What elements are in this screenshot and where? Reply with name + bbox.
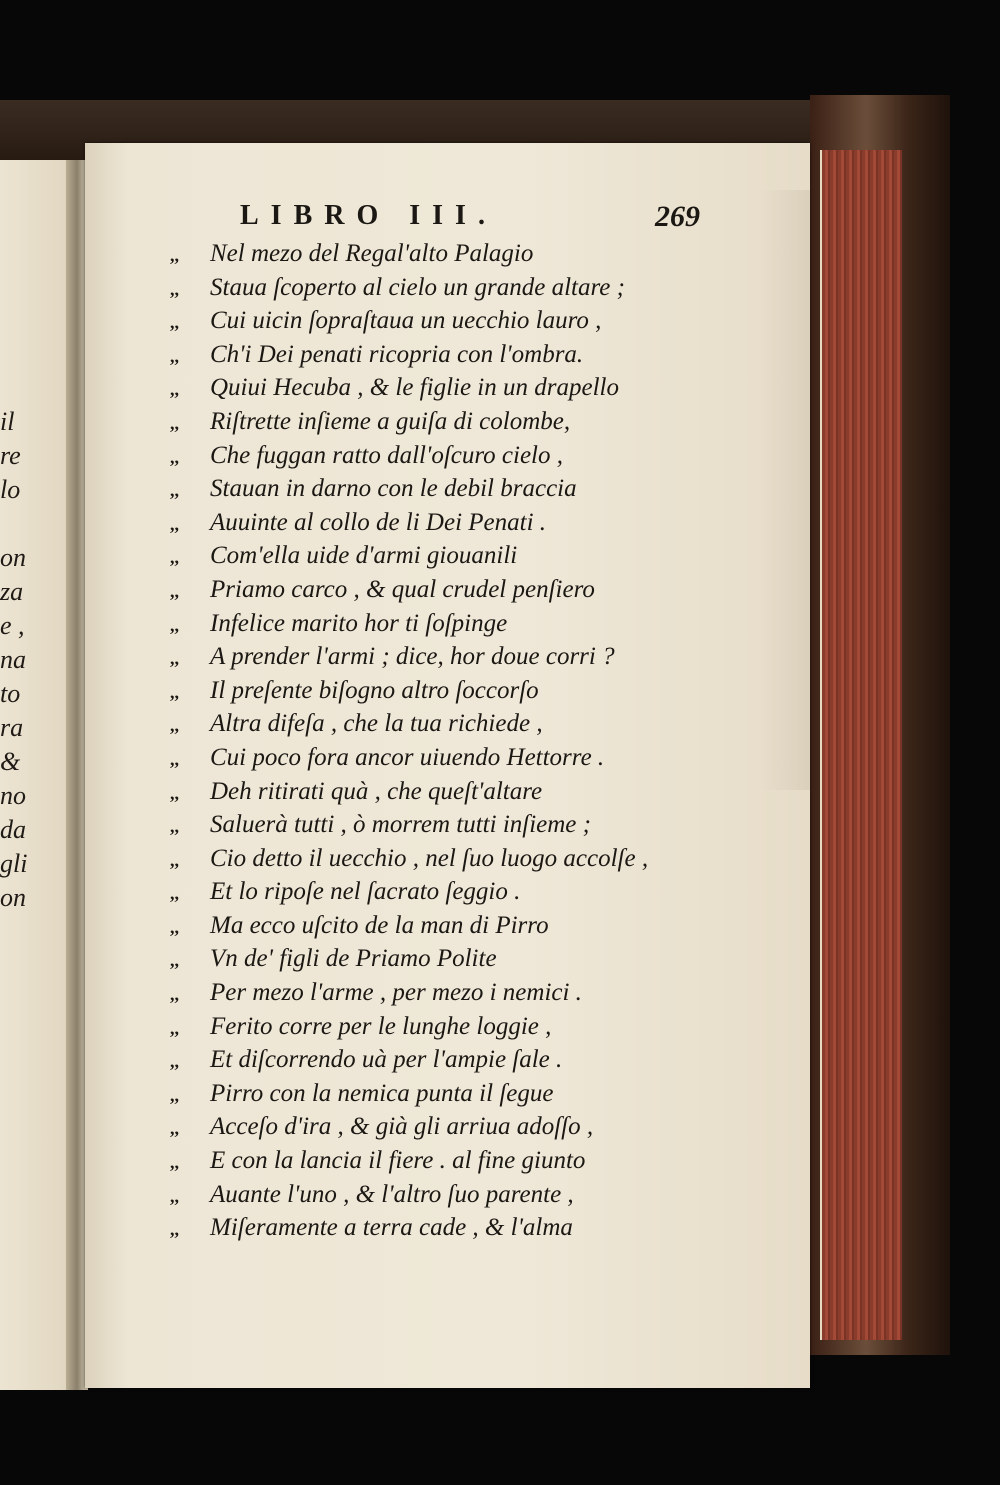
verse-line-text: Quiui Hecuba , & le figlie in un drapello bbox=[210, 374, 619, 402]
left-page-fragment: lo bbox=[0, 475, 21, 504]
verse-line-text: Et lo ripoſe nel ſacrato ſeggio . bbox=[210, 878, 521, 906]
left-page-fragment: re bbox=[0, 441, 21, 470]
verse-line-text: Auuinte al collo de li Dei Penati . bbox=[210, 508, 547, 536]
show-through-shadow bbox=[760, 190, 810, 790]
left-page-fragment: il bbox=[0, 407, 15, 436]
verse-line bbox=[170, 1144, 670, 1178]
verse-line-text: Riſtrette inſieme a guiſa di colombe, bbox=[210, 407, 571, 435]
verse-line-text: Pirro con la nemica punta il ſegue bbox=[210, 1079, 554, 1107]
verse-line-text: Cui poco fora ancor uiuendo Hettorre . bbox=[210, 743, 605, 771]
verse-line-text: Vn de' figli de Priamo Polite bbox=[210, 945, 497, 973]
verse-line bbox=[170, 472, 670, 506]
verse-line-text: Che fuggan ratto dall'oſcuro cielo , bbox=[210, 441, 564, 469]
page-number: 269 bbox=[655, 200, 700, 233]
verse-line bbox=[170, 640, 670, 674]
verse-line-text: Cio detto il uecchio , nel ſuo luogo accolſe , bbox=[210, 844, 649, 872]
quotation-mark: ,, bbox=[170, 816, 179, 837]
verse-line bbox=[170, 775, 670, 809]
left-page-fragment: za bbox=[0, 577, 24, 606]
verse-line-text: Ferito corre per le lunghe loggie , bbox=[210, 1012, 552, 1040]
red-page-edges bbox=[820, 150, 902, 1340]
verse-line-text: Nel mezo del Regal'alto Palagio bbox=[210, 240, 534, 267]
verse-line bbox=[170, 607, 670, 641]
quotation-mark: ,, bbox=[170, 245, 179, 265]
quotation-mark: ,, bbox=[170, 782, 179, 803]
quotation-mark: ,, bbox=[170, 379, 179, 400]
verse-line bbox=[170, 707, 670, 741]
left-page-fragment: da bbox=[0, 815, 26, 844]
quotation-mark: ,, bbox=[170, 748, 179, 769]
left-page-fragment bbox=[0, 507, 40, 541]
verse-line-text: Saluerà tutti , ò morrem tutti inſieme ; bbox=[210, 811, 591, 839]
quotation-mark: ,, bbox=[170, 883, 179, 904]
quotation-mark: ,, bbox=[170, 446, 179, 467]
verse-line-text: Et diſcorrendo uà per l'ampie ſale . bbox=[210, 1046, 563, 1074]
verse-line-text: Il preſente biſogno altro ſoccorſo bbox=[210, 676, 539, 704]
quotation-mark: ,, bbox=[170, 950, 179, 971]
verse-line bbox=[170, 808, 670, 842]
verse-line bbox=[170, 237, 670, 271]
left-page-fragment: e , bbox=[0, 611, 25, 640]
verse-line-text: Miſeramente a terra cade , & l'alma bbox=[210, 1214, 573, 1242]
verse-line-text: Priamo carco , & qual crudel penſiero bbox=[210, 575, 595, 603]
quotation-mark: ,, bbox=[170, 916, 179, 937]
verse-line-text: Com'ella uide d'armi giouanili bbox=[210, 542, 518, 570]
verse-line bbox=[170, 1178, 670, 1212]
verse-line bbox=[170, 842, 670, 876]
verse-line-text: Ma ecco uſcito de la man di Pirro bbox=[210, 911, 549, 939]
quotation-mark: ,, bbox=[170, 648, 179, 669]
verse-line-text: Cui uicin ſopraſtaua un uecchio lauro , bbox=[210, 307, 602, 335]
quotation-mark: ,, bbox=[170, 513, 179, 534]
quotation-mark: ,, bbox=[170, 681, 179, 702]
verse-line-text: Acceſo d'ira , & già gli arriua adoſſo , bbox=[210, 1113, 594, 1141]
verse-line-text: E con la lancia il fiere . al fine giunto bbox=[210, 1147, 586, 1175]
quotation-mark: ,, bbox=[170, 1185, 179, 1206]
left-page-fragment: on bbox=[0, 543, 26, 572]
quotation-mark: ,, bbox=[170, 547, 179, 568]
verse-line bbox=[170, 1043, 670, 1077]
quotation-mark: ,, bbox=[170, 984, 179, 1005]
verse-line-text: Altra difeſa , che la tua richiede , bbox=[210, 710, 543, 738]
verse-line-text: Staua ſcoperto al cielo un grande altare ; bbox=[210, 273, 625, 301]
verse-line bbox=[170, 371, 670, 405]
left-page-text bbox=[0, 405, 40, 915]
left-page-fragment: no bbox=[0, 781, 26, 810]
verse-line-text: A prender l'armi ; dice, hor doue corri ? bbox=[210, 643, 615, 671]
verse-line-text: Per mezo l'arme , per mezo i nemici . bbox=[210, 979, 582, 1007]
verse-line bbox=[170, 304, 670, 338]
quotation-mark: ,, bbox=[170, 412, 179, 433]
left-page-fragment: on bbox=[0, 883, 26, 912]
left-page-fragment: na bbox=[0, 645, 26, 674]
quotation-mark: ,, bbox=[170, 1152, 179, 1173]
verse-line bbox=[170, 976, 670, 1010]
verse-line-text: Stauan in darno con le debil braccia bbox=[210, 475, 577, 503]
verse-line-text: Ch'i Dei penati ricopria con l'ombra. bbox=[210, 340, 584, 368]
verse-line bbox=[170, 1010, 670, 1044]
verse-text bbox=[170, 237, 670, 1245]
left-page-fragment: gli bbox=[0, 849, 28, 878]
running-title: LIBRO III. bbox=[240, 200, 497, 231]
verse-line bbox=[170, 1110, 670, 1144]
quotation-mark: ,, bbox=[170, 614, 179, 635]
verse-line bbox=[170, 741, 670, 775]
verse-line bbox=[170, 1077, 670, 1111]
verse-line bbox=[170, 942, 670, 976]
quotation-mark: ,, bbox=[170, 1219, 179, 1240]
left-page-fragment: & bbox=[0, 747, 21, 776]
quotation-mark: ,, bbox=[170, 715, 179, 736]
verse-line-text: Auante l'uno , & l'altro ſuo parente , bbox=[210, 1180, 574, 1208]
quotation-mark: ,, bbox=[170, 849, 179, 870]
verse-line bbox=[170, 909, 670, 943]
quotation-mark: ,, bbox=[170, 1051, 179, 1072]
verse-line-text: Deh ritirati quà , che queſt'altare bbox=[210, 777, 543, 805]
quotation-mark: ,, bbox=[170, 1017, 179, 1038]
quotation-mark: ,, bbox=[170, 278, 179, 299]
verse-line bbox=[170, 338, 670, 372]
quotation-mark: ,, bbox=[170, 345, 179, 366]
quotation-mark: ,, bbox=[170, 1084, 179, 1105]
verse-line bbox=[170, 674, 670, 708]
left-page-fragment: to bbox=[0, 679, 21, 708]
quotation-mark: ,, bbox=[170, 480, 179, 501]
verse-line bbox=[170, 1211, 670, 1245]
verse-line bbox=[170, 439, 670, 473]
verse-line bbox=[170, 875, 670, 909]
running-head bbox=[160, 200, 700, 240]
quotation-mark: ,, bbox=[170, 1118, 179, 1139]
verse-line bbox=[170, 271, 670, 305]
quotation-mark: ,, bbox=[170, 312, 179, 333]
quotation-mark: ,, bbox=[170, 580, 179, 601]
verse-line bbox=[170, 539, 670, 573]
verse-line bbox=[170, 506, 670, 540]
verse-line bbox=[170, 405, 670, 439]
left-page-fragment: ra bbox=[0, 713, 24, 742]
verse-line bbox=[170, 573, 670, 607]
verse-line-text: Infelice marito hor ti ſoſpinge bbox=[210, 609, 508, 637]
